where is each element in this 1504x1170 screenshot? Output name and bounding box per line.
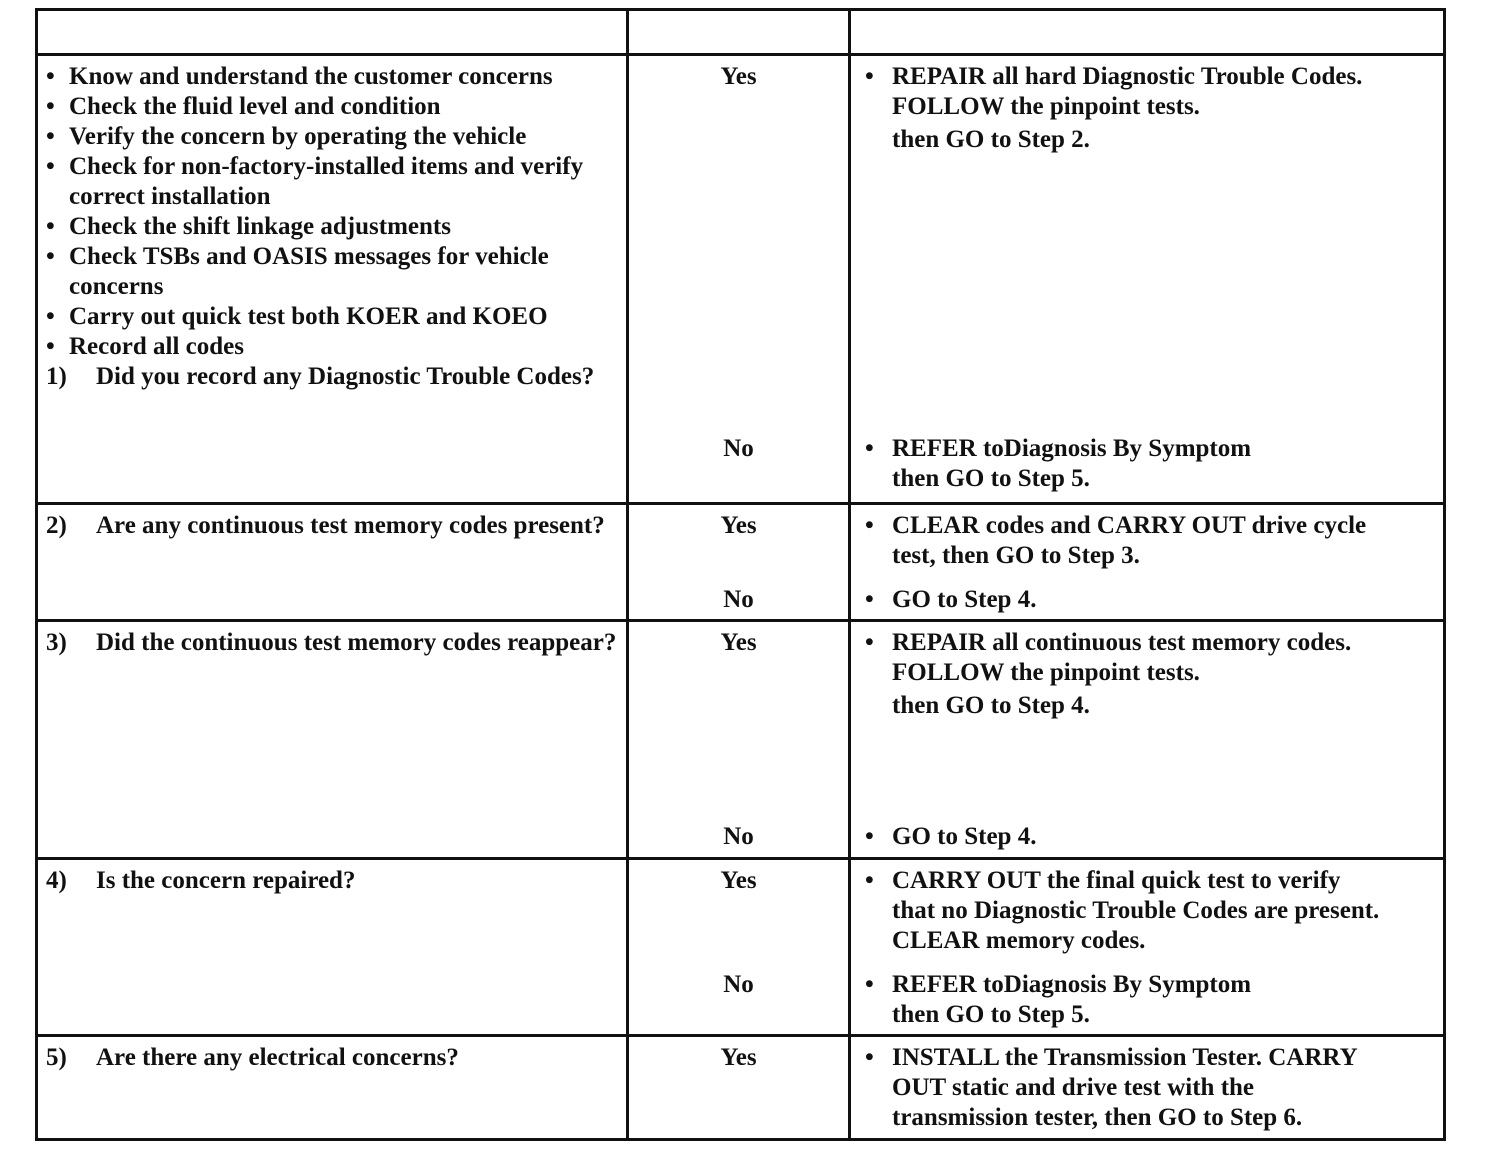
action-line: that no Diagnostic Trouble Codes are present. bbox=[892, 897, 1380, 924]
no-label: No bbox=[723, 586, 754, 613]
step-2-result-cell bbox=[628, 504, 850, 621]
step-row-2 bbox=[37, 504, 1445, 621]
question-text: Did you record any Diagnostic Trouble Codes? bbox=[96, 363, 595, 390]
no-label: No bbox=[723, 823, 754, 850]
action-line: transmission tester, then GO to Step 6. bbox=[892, 1104, 1303, 1131]
yes-label: Yes bbox=[720, 867, 757, 894]
header-cell-result bbox=[628, 10, 850, 55]
step-row-1 bbox=[37, 55, 1445, 504]
no-label: No bbox=[723, 435, 754, 462]
step-4-action-cell bbox=[850, 859, 1445, 1036]
step-row-4 bbox=[37, 859, 1445, 1036]
no-action: • REFER toDiagnosis By Symptom then GO to Step 5. bbox=[865, 434, 1433, 494]
step-3-condition-cell bbox=[37, 621, 628, 859]
action-line: GO to Step 4. bbox=[892, 823, 1037, 850]
action-line: then GO to Step 2. bbox=[892, 126, 1090, 153]
action-line: FOLLOW the pinpoint tests. bbox=[892, 659, 1200, 686]
yes-action: • REPAIR all hard Diagnostic Trouble Codes. FOLLOW the pinpoint tests. then GO to Step 2. bbox=[865, 62, 1433, 155]
action-line: REPAIR all continuous test memory codes. bbox=[892, 629, 1352, 656]
action-line: REFER toDiagnosis By Symptom bbox=[892, 435, 1252, 462]
action-line: INSTALL the Transmission Tester. CARRY bbox=[892, 1044, 1358, 1071]
step-2-condition-cell bbox=[37, 504, 628, 621]
step-1-result-cell bbox=[628, 55, 850, 504]
step-5-condition-cell bbox=[37, 1036, 628, 1140]
step-question bbox=[38, 505, 626, 541]
action-line: REPAIR all hard Diagnostic Trouble Codes. bbox=[892, 63, 1363, 90]
yes-action: • REPAIR all continuous test memory codes. FOLLOW the pinpoint tests. then GO to Step 4. bbox=[865, 628, 1433, 721]
yes-label: Yes bbox=[720, 629, 757, 656]
no-action: • REFER toDiagnosis By Symptom then GO to Step 5. bbox=[865, 970, 1433, 1030]
action-line: then GO to Step 5. bbox=[892, 465, 1090, 492]
step-question bbox=[38, 1037, 626, 1073]
question-text: Did the continuous test memory codes reappear? bbox=[96, 629, 617, 656]
yes-label: Yes bbox=[720, 1044, 757, 1071]
action-line: FOLLOW the pinpoint tests. bbox=[892, 93, 1200, 120]
step-number: 1) bbox=[46, 363, 67, 390]
yes-label: Yes bbox=[720, 63, 757, 90]
step-row-3 bbox=[37, 621, 1445, 859]
action-line: REFER toDiagnosis By Symptom bbox=[892, 971, 1252, 998]
header-row bbox=[37, 10, 1445, 55]
step-number: 5) bbox=[46, 1044, 67, 1071]
yes-label: Yes bbox=[720, 512, 757, 539]
action-line: CLEAR codes and CARRY OUT drive cycle bbox=[892, 512, 1367, 539]
step-3-action-cell bbox=[850, 621, 1445, 859]
checklist-item: • Record all codes bbox=[46, 332, 618, 362]
step-question bbox=[38, 860, 626, 896]
step-5-action-cell bbox=[850, 1036, 1445, 1140]
yes-action: • CARRY OUT the final quick test to verify that no Diagnostic Trouble Codes are present. CLEAR memory codes. bbox=[865, 866, 1433, 956]
checklist-item: • Check for non-factory-installed items and verify correct installation bbox=[46, 152, 618, 212]
question-text: Are there any electrical concerns? bbox=[96, 1044, 459, 1071]
checklist-item: • Check TSBs and OASIS messages for vehicle concerns bbox=[46, 242, 618, 302]
header-cell-test-step bbox=[37, 10, 628, 55]
action-line: then GO to Step 5. bbox=[892, 1001, 1090, 1028]
no-action: • GO to Step 4. bbox=[865, 585, 1433, 615]
question-text: Are any continuous test memory codes present? bbox=[96, 512, 605, 539]
checklist-item: • Carry out quick test both KOER and KOEO bbox=[46, 302, 618, 332]
no-action: • GO to Step 4. bbox=[865, 822, 1433, 852]
checklist bbox=[46, 62, 618, 362]
step-1-condition-cell bbox=[37, 55, 628, 504]
diagnostic-table bbox=[35, 8, 1446, 1141]
step-row-5 bbox=[37, 1036, 1445, 1140]
step-3-result-cell bbox=[628, 621, 850, 859]
step-number: 4) bbox=[46, 867, 67, 894]
step-question bbox=[38, 622, 626, 658]
action-line: GO to Step 4. bbox=[892, 586, 1037, 613]
step-1-action-cell bbox=[850, 55, 1445, 504]
step-4-condition-cell bbox=[37, 859, 628, 1036]
yes-action: • INSTALL the Transmission Tester. CARRY OUT static and drive test with the transmission tester, then GO to Step 6. bbox=[865, 1043, 1433, 1133]
step-2-action-cell bbox=[850, 504, 1445, 621]
action-line: then GO to Step 4. bbox=[892, 692, 1090, 719]
action-line: test, then GO to Step 3. bbox=[892, 542, 1140, 569]
step-number: 2) bbox=[46, 512, 67, 539]
action-line: CLEAR memory codes. bbox=[892, 927, 1146, 954]
checklist-item: • Check the shift linkage adjustments bbox=[46, 212, 618, 242]
checklist-item: • Know and understand the customer concerns bbox=[46, 62, 618, 92]
question-text: Is the concern repaired? bbox=[96, 867, 356, 894]
checklist-item: • Verify the concern by operating the vehicle bbox=[46, 122, 618, 152]
step-5-result-cell bbox=[628, 1036, 850, 1140]
step-number: 3) bbox=[46, 629, 67, 656]
yes-action: • CLEAR codes and CARRY OUT drive cycle test, then GO to Step 3. bbox=[865, 511, 1433, 571]
action-line: CARRY OUT the final quick test to verify bbox=[892, 867, 1341, 894]
step-4-result-cell bbox=[628, 859, 850, 1036]
no-label: No bbox=[723, 971, 754, 998]
checklist-item: • Check the fluid level and condition bbox=[46, 92, 618, 122]
action-line: OUT static and drive test with the bbox=[892, 1074, 1255, 1101]
step-question bbox=[46, 362, 618, 392]
header-cell-action bbox=[850, 10, 1445, 55]
